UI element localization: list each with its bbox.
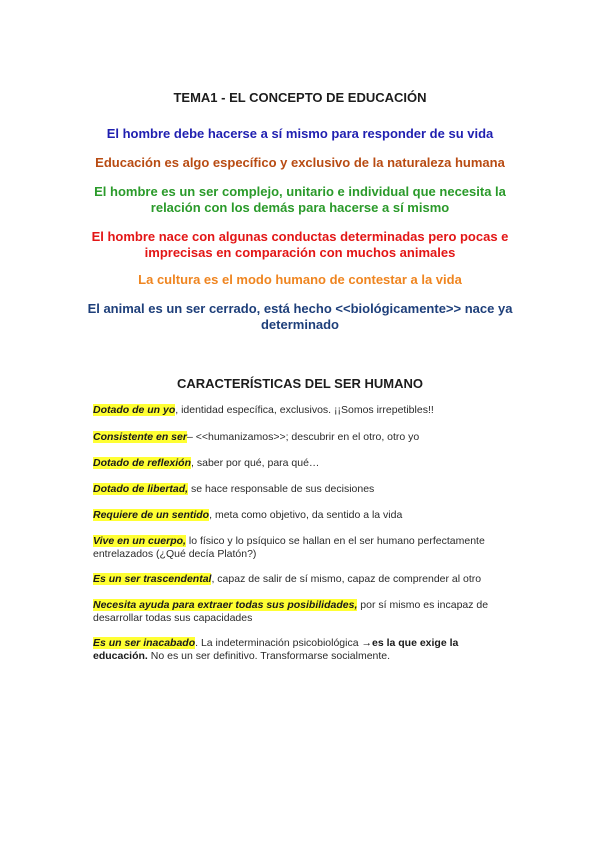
characteristic-item: [93, 457, 513, 470]
characteristic-term: Dotado de reflexión: [93, 457, 192, 469]
characteristic-text: se hace responsable de sus decisiones: [188, 483, 375, 495]
characteristic-item: [93, 431, 513, 444]
characteristic-text: lo físico y lo psíquico se hallan en el ser humano perfectamente entrelazados (¿Qué decía Platón?): [93, 535, 485, 560]
characteristic-text: por sí mismo es incapaz de desarrollar todas sus capacidades: [93, 599, 489, 624]
characteristic-item: [93, 637, 513, 663]
statement-5: La cultura es el modo humano de contestar a la vida: [138, 272, 462, 287]
statement-6: El animal es un ser cerrado, está hecho <<biológicamente>> nace ya determinado: [87, 301, 513, 332]
statement-3: El hombre es un ser complejo, unitario e individual que necesita la relación con los demás para hacerse a sí mismo: [94, 184, 506, 215]
characteristic-text: , capaz de salir de sí mismo, capaz de comprender al otro: [211, 573, 482, 585]
characteristic-item: [93, 483, 513, 496]
document-title: TEMA1 - EL CONCEPTO DE EDUCACIÓN: [173, 90, 427, 105]
characteristic-tail-text: No es un ser definitivo. Transformarse socialmente.: [147, 650, 391, 662]
characteristic-text: – <<humanizamos>>; descubrir en el otro, otro yo: [186, 431, 420, 443]
characteristic-term: Es un ser trascendental: [93, 573, 212, 585]
characteristic-bold-text: →es la que exige la educación.: [93, 637, 459, 662]
characteristic-term: Requiere de un sentido: [93, 509, 210, 521]
characteristic-item: [93, 404, 513, 417]
characteristic-term: Necesita ayuda para extraer todas sus posibilidades,: [93, 599, 358, 611]
statement-2: Educación es algo específico y exclusivo de la naturaleza humana: [95, 155, 505, 170]
characteristic-text: , identidad específica, exclusivos. ¡¡Somos irrepetibles!!: [175, 404, 434, 416]
characteristic-item: [93, 599, 513, 625]
statement-1: El hombre debe hacerse a sí mismo para responder de su vida: [106, 126, 494, 141]
characteristic-item: [93, 535, 513, 561]
characteristic-text: , saber por qué, para qué…: [191, 457, 320, 469]
statement-4: El hombre nace con algunas conductas determinadas pero pocas e imprecisas en comparación con muchos animales: [91, 229, 509, 260]
characteristic-term: Es un ser inacabado: [93, 637, 196, 649]
characteristic-item: [93, 573, 513, 586]
characteristic-text: , meta como objetivo, da sentido a la vida: [209, 509, 403, 521]
characteristic-term: Consistente en ser: [93, 431, 187, 443]
characteristic-text: . La indeterminación psicobiológica: [195, 637, 362, 649]
section-title: CARACTERÍSTICAS DEL SER HUMANO: [176, 376, 424, 391]
characteristic-term: Dotado de libertad,: [93, 483, 189, 495]
characteristic-term: Vive en un cuerpo,: [93, 535, 186, 547]
characteristic-item: [93, 509, 513, 522]
characteristic-term: Dotado de un yo: [93, 404, 176, 416]
